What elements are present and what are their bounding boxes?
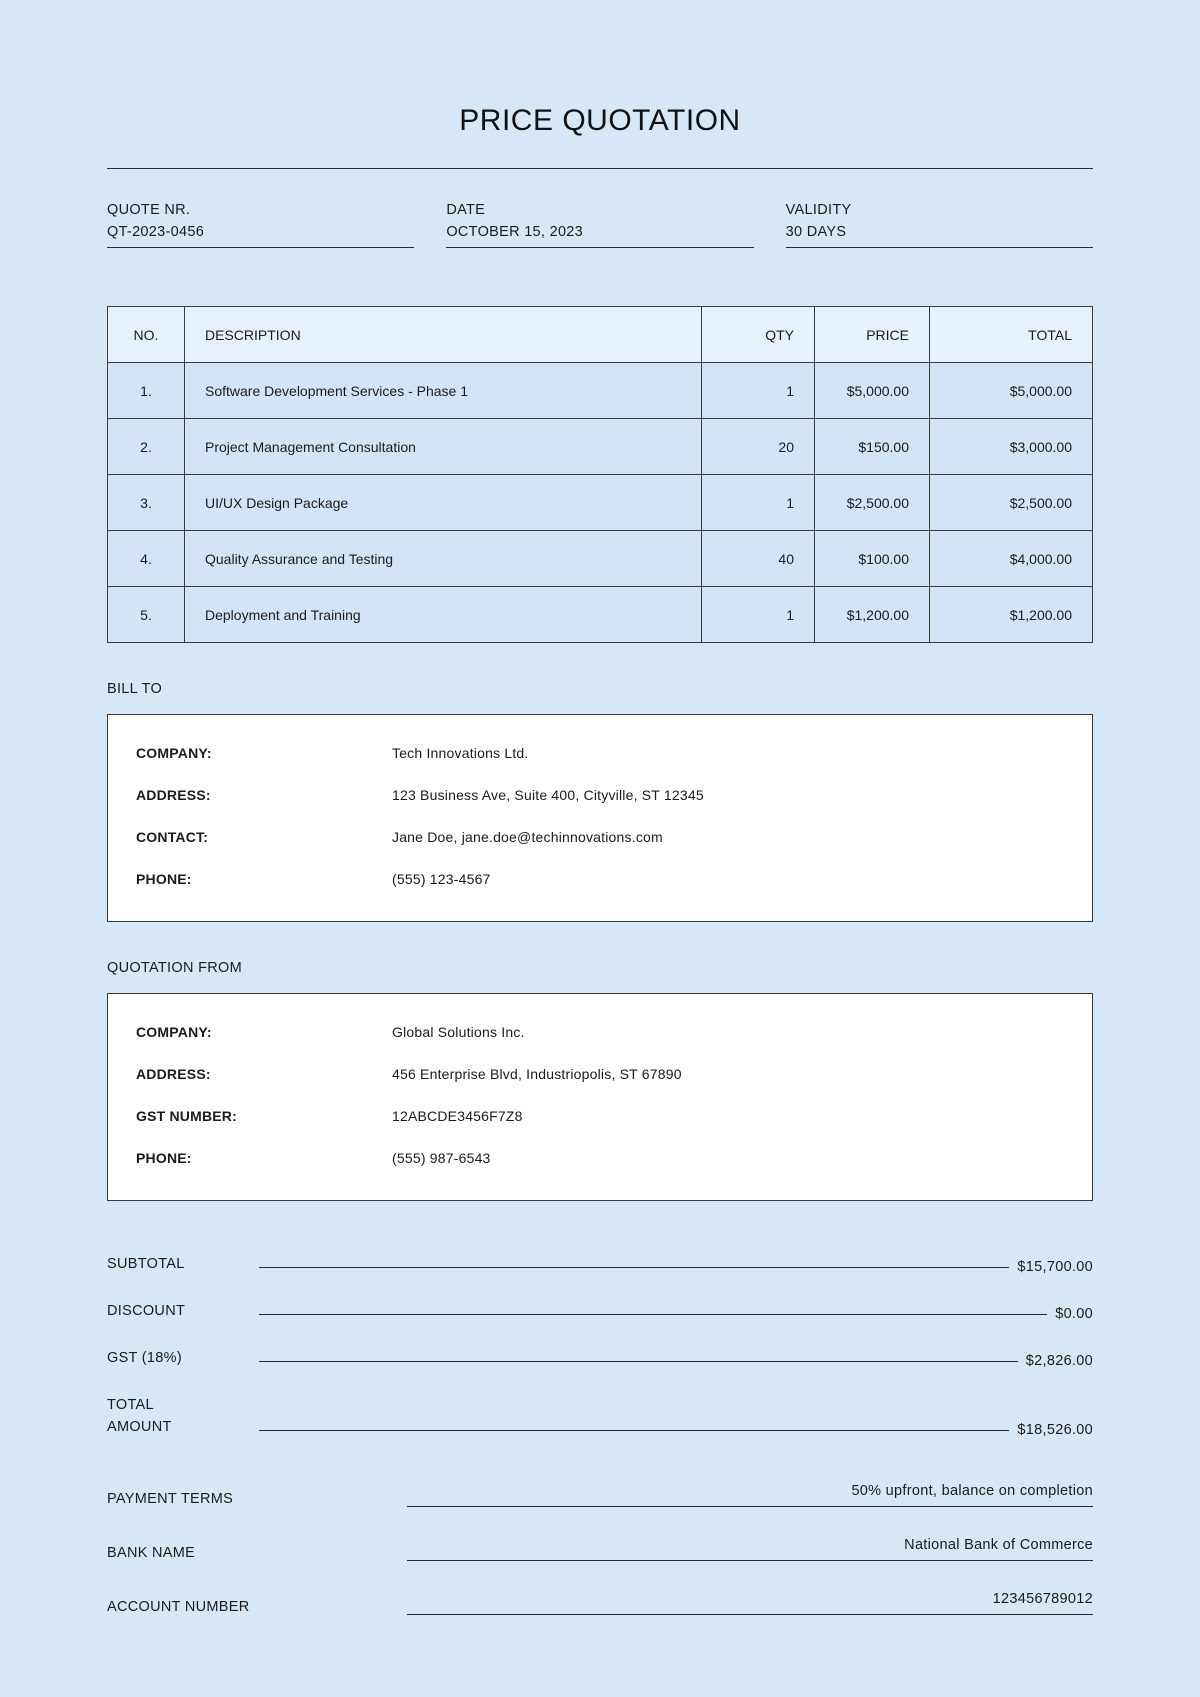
item-qty: 20: [702, 419, 815, 475]
title-divider: [107, 168, 1093, 169]
info-value: Jane Doe, jane.doe@techinnovations.com: [392, 829, 663, 845]
total-leader-line: [259, 1430, 1009, 1431]
header-description: DESCRIPTION: [185, 307, 702, 363]
total-label: SUBTOTAL: [107, 1256, 185, 1272]
payment-detail-value-wrap: [407, 1591, 1093, 1615]
item-price: $150.00: [815, 419, 930, 475]
item-no: 2.: [108, 419, 185, 475]
info-value: Global Solutions Inc.: [392, 1024, 525, 1040]
payment-details: [107, 1483, 1093, 1615]
item-no: 5.: [108, 587, 185, 643]
quotation-from-row: [136, 1150, 1064, 1166]
total-leader-line: [259, 1314, 1047, 1315]
quote-validity-field: [786, 202, 1093, 248]
table-row: [108, 363, 1093, 419]
table-row: [108, 419, 1093, 475]
item-description: Quality Assurance and Testing: [185, 531, 702, 587]
item-total: $5,000.00: [930, 363, 1093, 419]
info-value: (555) 987-6543: [392, 1150, 491, 1166]
line-items-body: [108, 363, 1093, 643]
info-key: COMPANY:: [136, 745, 212, 761]
bill-to-row: [136, 871, 1064, 887]
bill-to-label: BILL TO: [107, 681, 163, 697]
bill-to-row: [136, 829, 1064, 845]
payment-detail-value: 123456789012: [407, 1591, 1093, 1615]
table-row: [108, 587, 1093, 643]
header-qty: QTY: [702, 307, 815, 363]
info-value: (555) 123-4567: [392, 871, 491, 887]
payment-detail-label: BANK NAME: [107, 1545, 196, 1561]
header-no: NO.: [108, 307, 185, 363]
info-value: 12ABCDE3456F7Z8: [392, 1108, 523, 1124]
item-price: $2,500.00: [815, 475, 930, 531]
payment-detail-value-wrap: [407, 1537, 1093, 1561]
quotation-from-row: [136, 1108, 1064, 1124]
info-key: CONTACT:: [136, 829, 209, 845]
total-row: [107, 1300, 1093, 1322]
quotation-from-box: [107, 993, 1093, 1201]
item-price: $100.00: [815, 531, 930, 587]
table-row: [108, 531, 1093, 587]
item-description: Deployment and Training: [185, 587, 702, 643]
quote-number-value: QT-2023-0456: [107, 224, 414, 248]
item-total: $1,200.00: [930, 587, 1093, 643]
total-leader-line: [259, 1361, 1018, 1362]
item-description: Project Management Consultation: [185, 419, 702, 475]
total-label: GST (18%): [107, 1350, 182, 1366]
quotation-from-row: [136, 1024, 1064, 1040]
info-key: PHONE:: [136, 1150, 192, 1166]
total-amount: $18,526.00: [1017, 1422, 1093, 1438]
quote-date-value: OCTOBER 15, 2023: [446, 224, 753, 248]
item-total: $4,000.00: [930, 531, 1093, 587]
item-qty: 1: [702, 475, 815, 531]
total-leader-line: [259, 1267, 1009, 1268]
header-total: TOTAL: [930, 307, 1093, 363]
line-items-table: [107, 306, 1093, 643]
item-no: 3.: [108, 475, 185, 531]
quote-meta-row: [107, 202, 1093, 248]
total-label: TOTAL AMOUNT: [107, 1397, 172, 1435]
total-amount: $2,826.00: [1025, 1353, 1093, 1369]
payment-detail-row: [107, 1537, 1093, 1561]
quote-number-label: QUOTE NR.: [107, 202, 191, 218]
total-row: [107, 1347, 1093, 1369]
quote-date-label: DATE: [446, 202, 486, 218]
bill-to-row: [136, 745, 1064, 761]
info-key: GST NUMBER:: [136, 1108, 237, 1124]
payment-detail-label: ACCOUNT NUMBER: [107, 1599, 250, 1615]
quote-number-field: [107, 202, 414, 248]
item-qty: 1: [702, 363, 815, 419]
table-header-row: [108, 307, 1093, 363]
quote-validity-label: VALIDITY: [785, 202, 852, 218]
totals-summary: [107, 1253, 1093, 1438]
item-qty: 1: [702, 587, 815, 643]
payment-detail-value-wrap: [407, 1483, 1093, 1507]
item-total: $2,500.00: [930, 475, 1093, 531]
header-price: PRICE: [815, 307, 930, 363]
info-key: PHONE:: [136, 871, 192, 887]
total-amount: $15,700.00: [1017, 1259, 1093, 1275]
info-key: ADDRESS:: [136, 787, 211, 803]
payment-detail-row: [107, 1591, 1093, 1615]
payment-detail-value: National Bank of Commerce: [407, 1537, 1093, 1561]
quote-validity-value: 30 DAYS: [786, 224, 1093, 248]
line-items-header: [108, 307, 1093, 363]
info-key: ADDRESS:: [136, 1066, 211, 1082]
info-value: 456 Enterprise Blvd, Industriopolis, ST 67890: [392, 1066, 682, 1082]
info-value: Tech Innovations Ltd.: [392, 745, 529, 761]
payment-detail-row: [107, 1483, 1093, 1507]
item-qty: 40: [702, 531, 815, 587]
total-row: [107, 1253, 1093, 1275]
item-description: UI/UX Design Package: [185, 475, 702, 531]
info-key: COMPANY:: [136, 1024, 212, 1040]
quotation-from-label: QUOTATION FROM: [107, 960, 242, 976]
item-price: $5,000.00: [815, 363, 930, 419]
table-row: [108, 475, 1093, 531]
quotation-from-row: [136, 1066, 1064, 1082]
item-price: $1,200.00: [815, 587, 930, 643]
total-row: [107, 1394, 1093, 1438]
info-value: 123 Business Ave, Suite 400, Cityville, ST 12345: [392, 787, 704, 803]
item-description: Software Development Services - Phase 1: [185, 363, 702, 419]
item-no: 4.: [108, 531, 185, 587]
page-title: PRICE QUOTATION: [459, 104, 741, 137]
item-total: $3,000.00: [930, 419, 1093, 475]
total-amount: $0.00: [1055, 1306, 1093, 1322]
quote-date-field: [446, 202, 753, 248]
total-label: DISCOUNT: [107, 1303, 186, 1319]
payment-detail-label: PAYMENT TERMS: [107, 1491, 234, 1507]
payment-detail-value: 50% upfront, balance on completion: [407, 1483, 1093, 1507]
bill-to-row: [136, 787, 1064, 803]
item-no: 1.: [108, 363, 185, 419]
bill-to-box: [107, 714, 1093, 922]
